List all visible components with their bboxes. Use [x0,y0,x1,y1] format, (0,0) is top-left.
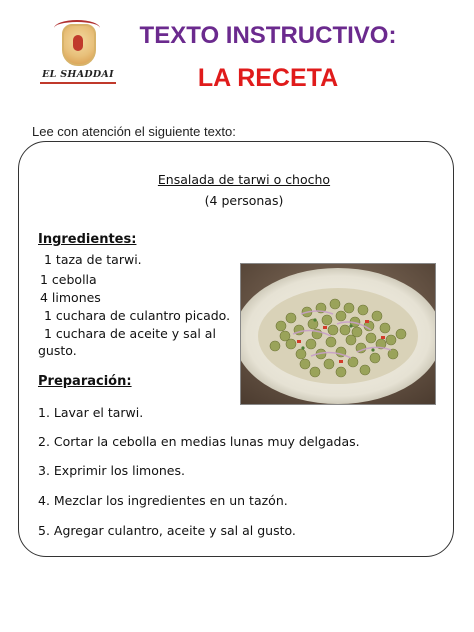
preparation-step: 1. Lavar el tarwi. [38,405,144,420]
page-subtitle: LA RECETA [197,64,339,92]
recipe-servings: (4 personas) [204,193,284,208]
preparation-heading-text: Preparación: [38,374,132,389]
ingredients-heading [38,232,136,247]
school-logo [36,24,120,94]
recipe-title [104,172,384,187]
salad-plate-photo [240,263,436,405]
ingredient-item: 4 limones [40,290,101,305]
logo-text: EL SHADDAI [42,69,114,80]
preparation-step: 3. Exprimir los limones. [38,463,185,478]
ingredient-item: 1 taza de tarwi. [44,252,142,267]
preparation-step: 2. Cortar la cebolla en medias lunas muy delgadas. [38,434,360,449]
school-crest-icon [62,24,96,66]
ingredient-item: 1 cuchara de aceite y sal al [44,326,216,341]
ingredients-heading-text: Ingredientes: [38,232,137,247]
preparation-step: 4. Mezclar los ingredientes en un tazón. [38,493,288,508]
page-title: TEXTO INSTRUCTIVO: [139,22,397,49]
ingredient-item: gusto. [38,343,77,358]
ingredient-item: 1 cebolla [40,272,97,287]
preparation-step: 5. Agregar culantro, aceite y sal al gusto. [38,523,296,538]
ingredient-item: 1 cuchara de culantro picado. [44,308,231,323]
intro-text: Lee con atención el siguiente texto: [32,124,236,139]
salad-plate-icon [241,264,435,404]
recipe-title-text: Ensalada de tarwi o chocho [157,172,331,187]
preparation-heading [38,374,132,389]
logo-underline [40,82,116,84]
